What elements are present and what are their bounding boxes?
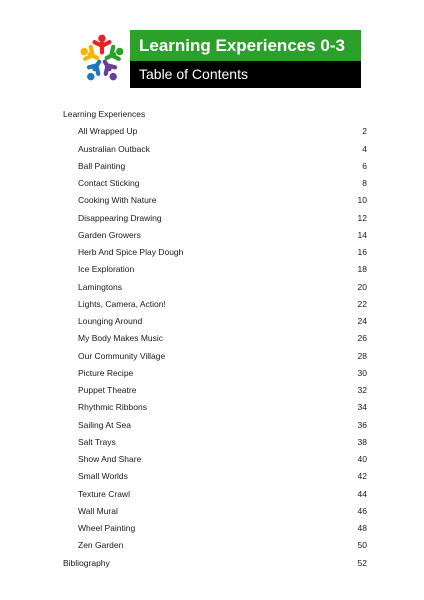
toc-entry-page: 48 (357, 523, 367, 533)
toc-entry-title: Wall Mural (78, 505, 118, 516)
toc-entry-row[interactable] (63, 244, 367, 261)
toc-entry-page: 14 (357, 229, 367, 240)
toc-entry-page: 40 (357, 454, 367, 464)
toc-entry-title: All Wrapped Up (78, 126, 138, 137)
toc-entry-row[interactable] (63, 503, 367, 520)
toc-entry-row[interactable] (63, 486, 367, 503)
toc-entry-row[interactable] (63, 451, 367, 468)
toc-entry-title: Disappearing Drawing (78, 212, 162, 223)
toc-entries (63, 123, 367, 554)
toc-entry-row[interactable] (63, 520, 367, 537)
toc-entry-title: Rhythmic Ribbons (78, 402, 147, 413)
toc-entry-title: Sailing At Sea (78, 419, 131, 430)
toc-entry-page: 10 (357, 195, 367, 206)
toc-entry-row[interactable] (63, 227, 367, 244)
toc-entry-row[interactable] (63, 399, 367, 416)
toc-entry-title: Australian Outback (78, 143, 150, 154)
toc-entry-title: Show And Share (78, 454, 142, 464)
toc-entry-title: Contact Sticking (78, 178, 140, 188)
toc-entry-title: Lounging Around (78, 316, 143, 326)
toc-entry-row[interactable] (63, 279, 367, 296)
toc-entry-title: Salt Trays (78, 436, 116, 447)
toc-entry-row[interactable] (63, 313, 367, 330)
toc-entry-page: 32 (357, 385, 367, 395)
toc-entry-row[interactable] (63, 192, 367, 209)
toc-entry-page: 30 (357, 367, 367, 378)
toc-entry-page: 38 (357, 436, 367, 447)
toc-bibliography-row[interactable] (63, 555, 367, 572)
toc-entry-page: 12 (357, 212, 367, 223)
document-title: Learning Experiences 0-3 (130, 30, 361, 61)
toc-entry-row[interactable] (63, 296, 367, 313)
toc-entry-page: 52 (357, 557, 367, 568)
toc-entry-page: 22 (357, 298, 367, 309)
toc-entry-page: 42 (357, 471, 367, 482)
toc-entry-row[interactable] (63, 365, 367, 382)
toc-entry-row[interactable] (63, 537, 367, 554)
toc-entry-row[interactable] (63, 348, 367, 365)
toc-entry-row[interactable] (63, 434, 367, 451)
toc-entry-row[interactable] (63, 382, 367, 399)
toc-entry-page: 24 (357, 316, 367, 326)
toc-entry-title: Ice Exploration (78, 264, 135, 275)
toc-entry-page: 2 (362, 126, 367, 137)
toc-entry-row[interactable] (63, 210, 367, 227)
toc-entry-title: Texture Crawl (78, 488, 130, 499)
toc-entry-row[interactable] (63, 468, 367, 485)
document-subtitle: Table of Contents (130, 61, 361, 88)
toc-entry-row[interactable] (63, 141, 367, 158)
toc-entry-page: 36 (357, 419, 367, 430)
toc-entry-row[interactable] (63, 158, 367, 175)
toc-entry-title: Lamingtons (78, 281, 122, 292)
toc-entry-page: 8 (362, 178, 367, 188)
toc-entry-row[interactable] (63, 330, 367, 347)
toc-entry-title: Picture Recipe (78, 367, 134, 378)
toc-entry-page: 46 (357, 505, 367, 516)
toc-section-heading: Learning Experiences (63, 109, 146, 119)
toc-entry-row[interactable] (63, 417, 367, 434)
toc-entry-title: Zen Garden (78, 540, 124, 551)
toc-entry-title: Ball Painting (78, 160, 126, 171)
toc-entry-title: Bibliography (63, 557, 110, 568)
toc-entry-title: Cooking With Nature (78, 195, 157, 206)
toc-entry-title: Wheel Painting (78, 523, 136, 533)
toc-entry-title: Puppet Theatre (78, 385, 137, 395)
people-circle-logo-icon (74, 30, 130, 86)
toc-entry-page: 34 (357, 402, 367, 413)
toc-entry-title: Small Worlds (78, 471, 128, 482)
toc-entry-page: 28 (357, 350, 367, 361)
table-of-contents (63, 106, 367, 572)
toc-entry-page: 4 (362, 143, 367, 154)
toc-entry-row[interactable] (63, 261, 367, 278)
toc-entry-row[interactable] (63, 175, 367, 192)
toc-entry-page: 20 (357, 281, 367, 292)
toc-entry-page: 26 (357, 333, 367, 344)
toc-entry-page: 6 (362, 160, 367, 171)
toc-entry-title: Our Community Village (78, 350, 166, 361)
toc-entry-page: 44 (357, 488, 367, 499)
toc-entry-page: 16 (357, 247, 367, 257)
toc-entry-title: Garden Growers (78, 229, 141, 240)
toc-entry-title: My Body Makes Music (78, 333, 164, 344)
toc-entry-row[interactable] (63, 123, 367, 140)
toc-entry-title: Herb And Spice Play Dough (78, 247, 184, 257)
toc-entry-page: 50 (357, 540, 367, 551)
toc-entry-page: 18 (357, 264, 367, 275)
toc-entry-title: Lights, Camera, Action! (78, 298, 166, 309)
